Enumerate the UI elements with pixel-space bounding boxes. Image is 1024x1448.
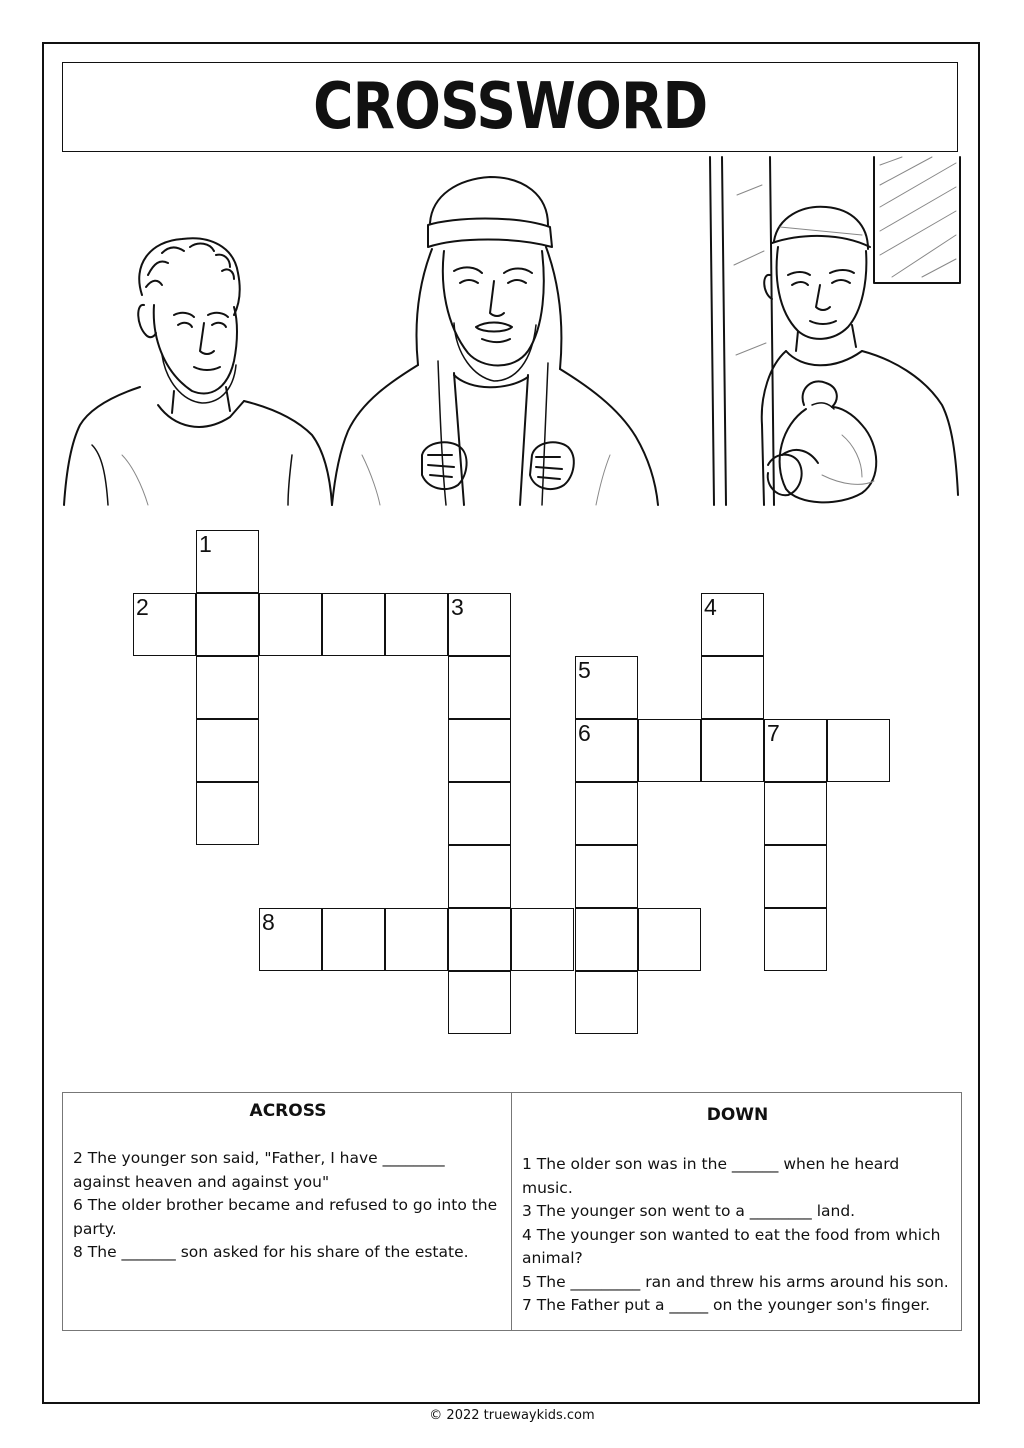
grid-cell[interactable] [196,782,259,845]
grid-cell[interactable] [196,530,259,593]
down-clue: 5 The _________ ran and threw his arms around his son. [522,1272,949,1291]
younger-son-figure [762,207,958,505]
grid-cell[interactable] [638,719,701,782]
grid-cell[interactable] [575,719,638,782]
copyright-footer: © 2022 truewaykids.com [429,1408,595,1423]
grid-cell[interactable] [448,782,511,845]
grid-cell[interactable] [448,656,511,719]
down-clue: 4 The younger son wanted to eat the food from which animal? [522,1225,941,1267]
grid-cell[interactable] [196,719,259,782]
three-figures-illustration [62,155,962,507]
down-clues [512,1093,961,1330]
grid-cell[interactable] [701,656,764,719]
grid-cell[interactable] [133,593,196,656]
clue-number: 5 [578,657,591,683]
across-clue: 6 The older brother became and refused to go into the party. [73,1196,498,1238]
clue-number: 4 [704,594,717,620]
grid-cell[interactable] [764,719,827,782]
grid-cell[interactable] [701,593,764,656]
grid-cell[interactable] [322,593,385,656]
grid-cell[interactable] [764,782,827,845]
grid-cell[interactable] [448,593,511,656]
across-heading: ACROSS [249,1101,327,1121]
grid-cell[interactable] [448,719,511,782]
clue-number: 2 [136,594,149,620]
grid-cell[interactable] [322,908,385,971]
grid-cell[interactable] [575,782,638,845]
clue-number: 7 [767,720,780,746]
down-heading: DOWN [706,1105,769,1125]
page-title: CROSSWORD [312,70,708,144]
grid-cell[interactable] [259,593,322,656]
grid-cell[interactable] [764,845,827,908]
grid-cell[interactable] [448,845,511,908]
grid-cell[interactable] [575,971,638,1034]
grid-cell[interactable] [575,656,638,719]
clue-number: 3 [451,594,464,620]
grid-cell[interactable] [638,908,701,971]
grid-cell[interactable] [764,908,827,971]
grid-cell[interactable] [511,908,574,971]
older-son-figure [64,238,332,505]
clue-number: 8 [262,909,275,935]
grid-cell[interactable] [385,908,448,971]
father-figure [332,177,658,505]
grid-cell[interactable] [196,656,259,719]
across-clue: 2 The younger son said, "Father, I have ________ against heaven and against you" [73,1149,445,1191]
title-box [62,62,958,152]
clue-number: 6 [578,720,591,746]
across-clues [63,1093,512,1330]
grid-cell[interactable] [575,908,638,971]
grid-cell[interactable] [575,845,638,908]
grid-cell[interactable] [448,908,511,971]
clues-table [62,1092,962,1331]
down-clue: 7 The Father put a _____ on the younger son's finger. [522,1296,931,1314]
grid-cell[interactable] [385,593,448,656]
clue-number: 1 [199,531,212,557]
grid-cell[interactable] [701,719,764,782]
grid-cell[interactable] [259,908,322,971]
grid-cell[interactable] [196,593,259,656]
across-clue: 8 The _______ son asked for his share of the estate. [73,1243,469,1261]
grid-cell[interactable] [448,971,511,1034]
down-clue: 3 The younger son went to a ________ land. [522,1202,856,1220]
grid-cell[interactable] [827,719,890,782]
down-clue: 1 The older son was in the ______ when he heard music. [522,1155,900,1197]
